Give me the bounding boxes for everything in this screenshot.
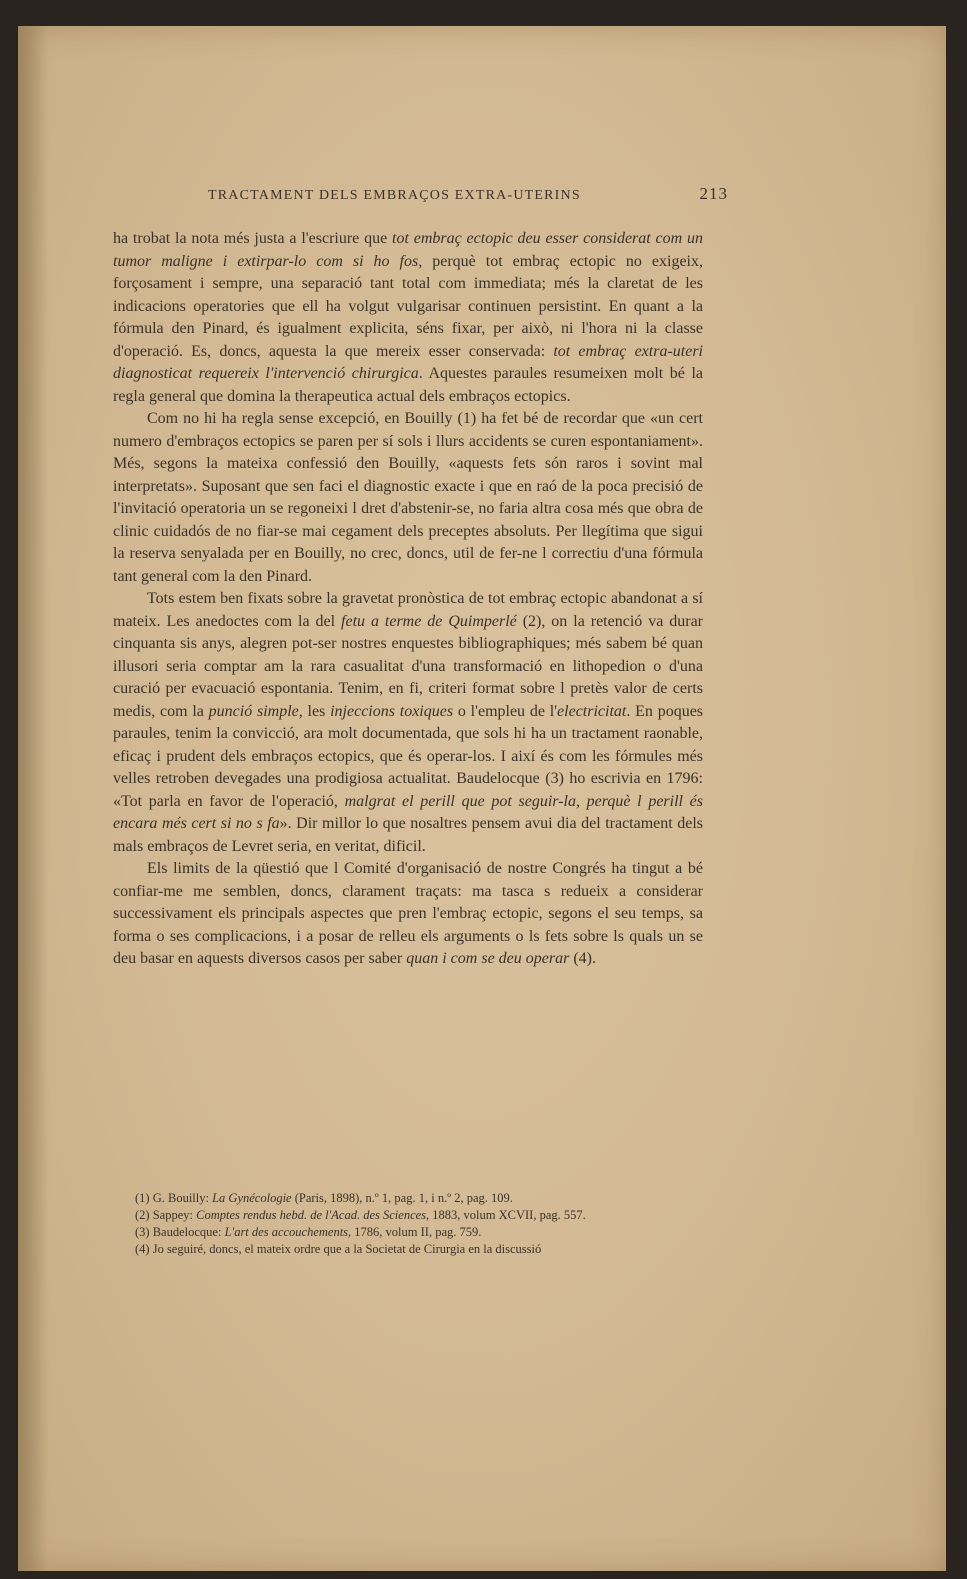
italic-run: electricitat <box>557 702 627 720</box>
italic-run: punció simple <box>208 702 299 720</box>
running-title: TRACTAMENT DELS EMBRAÇOS EXTRA-UTERINS <box>208 188 581 203</box>
text-run: ha trobat la nota més justa a l'escriure que <box>113 230 393 247</box>
italic-run: tot embraç extra-uteri diagnosticat requereix l'intervenció chirurgica <box>113 342 703 382</box>
footnote <box>113 1241 703 1258</box>
italic-run: tot embraç ectopic deu esser considerat com un tumor maligne i extirpar-lo com si ho fos <box>113 230 704 270</box>
text-run: o l'empleu de l' <box>453 702 558 720</box>
paragraph <box>113 228 703 408</box>
text-run: , les <box>298 702 331 720</box>
footnote <box>113 1190 703 1207</box>
page-number: 213 <box>699 184 728 203</box>
footnote <box>113 1224 703 1241</box>
paragraph <box>113 858 703 971</box>
text-run: , perquè tot embraç ectopic no exigeix, forçosament i sempre, una separació tant total com immediata; més la claretat de les indicacions operatories que ell ha volgut vulgarisar continuen persistint. En quant a la fórmula den Pinard, és igualment explicita, séns fixar, per això, ni l'hora ni la classe d'operació. Es, doncs, aquesta la que mereix esser conservada: <box>113 252 704 360</box>
italic-run: malgrat el perill que pot seguir-la, perquè l perill és encara més cert si no s fa <box>113 792 704 832</box>
italic-run: La Gynécologie <box>212 1191 292 1205</box>
text-run: Com no hi ha regla sense excepció, en Bouilly (1) ha fet bé de recordar que «un cert numero d'embraços ectopics se paren per sí sols i llurs accidents se curen espontaniament». Més, segons la mateixa confessió den Bouilly, «aquests fets són raros i sovint mal interpretats». Suposant que sen faci el diagnostic exacte i que en raó de la poca precisió de l'invitació operatoria un se regoneixi l dret d'abstenir-se, no faria altra cosa més que obra de clinic cuidadós de no fiar-se mai cegament dels preceptes absoluts. Per llegítima que sigui la reserva senyalada per en Bouilly, no crec, doncs, util de fer-ne l correctiu d'una fórmula tant general com la den Pinard. <box>113 410 703 585</box>
text-run: (1) G. Bouilly: <box>135 1191 213 1205</box>
italic-run: injeccions toxiques <box>330 702 454 720</box>
footnotes <box>113 1190 703 1258</box>
paragraph <box>113 408 703 588</box>
text-run: , 1883, volum XCVII, pag. 557. <box>426 1208 586 1222</box>
text-run: . En poques paraules, tenim la convicció, ara molt documentada, que sols hi ha un tractament raonable, eficaç i prudent dels embraços ectopics, que és operar-los. I així és com les fórmules més velles retroben devegades una prodigiosa actualitat. Baudelocque (3) ho escrivia en 1796: «Tot parla en favor de l'operació, <box>113 702 704 810</box>
running-header <box>208 184 728 208</box>
text-run: (Paris, 1898), n.º 1, pag. 1, i n.º 2, pag. 109. <box>291 1191 513 1205</box>
book-page <box>18 26 946 1571</box>
italic-run: Comptes rendus hebd. de l'Acad. des Sciences <box>196 1208 427 1222</box>
footnote <box>113 1207 703 1224</box>
italic-run: L'art des accouchements <box>224 1225 349 1239</box>
text-run: Els limits de la qüestió que l Comité d'organisació de nostre Congrés ha tingut a bé confiar-me me semblen, doncs, clarament traçats: ma tasca s redueix a considerar successivament els principals aspectes que pren l'embraç ectopic, segons el seu temps, sa forma o ses complicacions, i a posar de relleu els arguments o ls fets sobre ls quals un se deu basar en aquests diversos casos per saber <box>113 860 703 967</box>
text-run: . Aquestes paraules resumeixen molt bé la regla general que domina la therapeutica actual dels embraços ectopics. <box>113 365 704 405</box>
paragraph <box>113 588 703 858</box>
text-run: ». Dir millor lo que nosaltres pensem avui dia del tractament dels mals embraços de Levret seria, en veritat, dificil. <box>113 815 703 855</box>
page-spine-shadow <box>18 26 48 1571</box>
text-run: (4). <box>569 950 596 967</box>
text-run: (3) Baudelocque: <box>135 1225 225 1239</box>
text-run: (2), on la retenció va durar cinquanta sis anys, alegren pot-ser nostres enquestes bibliographiques; més sabem bé quan illusori seria comptar am la rara casualitat d'una transformació en lithopedion o d'una curació per evacuació espontania. Tenim, en fi, criteri format sobre l pretès valor de certs medis, com la <box>113 612 704 720</box>
text-run: (2) Sappey: <box>135 1208 197 1222</box>
body-text <box>113 228 703 971</box>
text-run: (4) Jo seguiré, doncs, el mateix ordre que a la Societat de Cirurgia en la discussió <box>135 1242 542 1256</box>
italic-run: fetu a terme de Quimperlé <box>341 612 517 630</box>
text-run: , 1786, volum II, pag. 759. <box>348 1225 482 1239</box>
text-run: Tots estem ben fixats sobre la gravetat pronòstica de tot embraç ectopic abandonat a sí mateix. Les anedoctes com la del <box>113 590 703 630</box>
italic-run: quan i com se deu operar <box>406 950 570 967</box>
